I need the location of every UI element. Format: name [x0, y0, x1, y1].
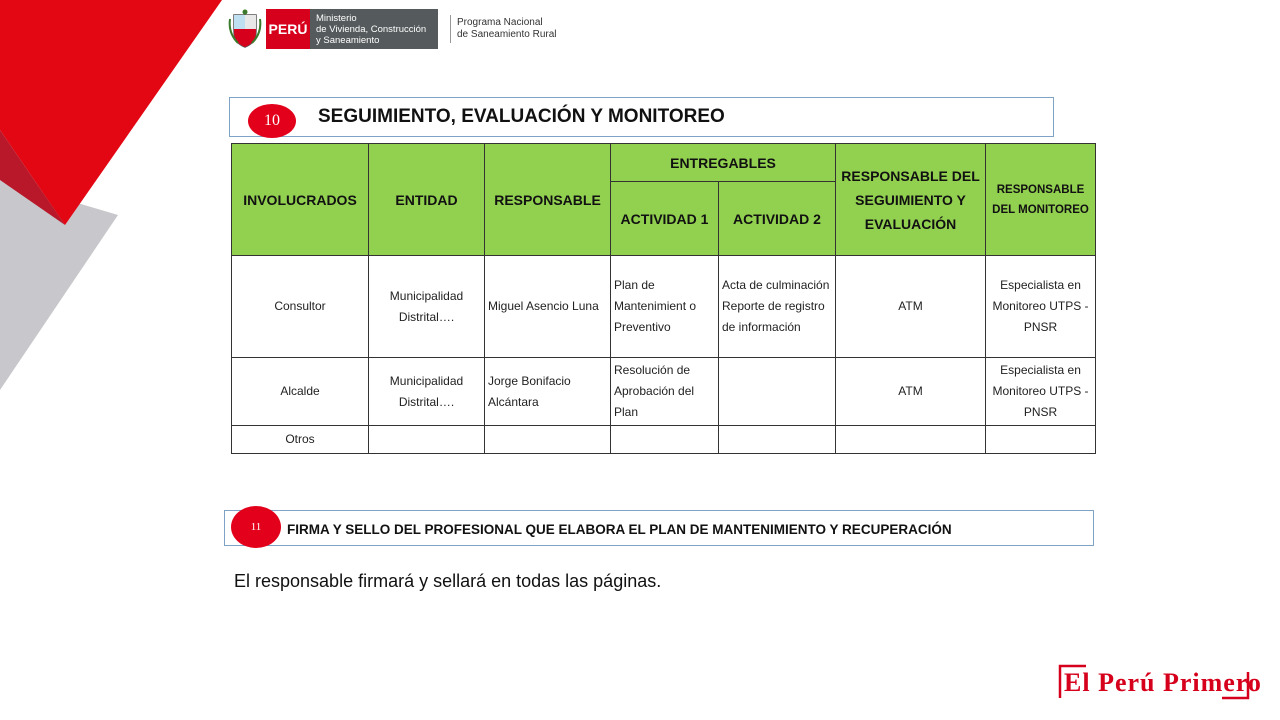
cell-actividad-1 [611, 426, 719, 454]
cell-actividad-2 [719, 426, 836, 454]
ministry-line-3: y Saneamiento [316, 34, 380, 46]
table-row [232, 256, 1096, 358]
cell-resp-monitoreo [986, 426, 1096, 454]
section-11-badge: 11 [231, 506, 281, 548]
el-peru-primero-logo: El Perú Primero [1064, 668, 1262, 697]
cell-resp-seguimiento: ATM [836, 358, 986, 426]
header-resp-seguimiento: RESPONSABLE DEL SEGUIMIENTO Y EVALUACIÓN [836, 144, 986, 256]
section-10-title: SEGUIMIENTO, EVALUACIÓN Y MONITOREO [318, 106, 725, 127]
ministry-line-2: de Vivienda, Construcción [316, 23, 427, 35]
cell-entidad: Municipalidad Distrital…. [369, 256, 485, 358]
cell-actividad-2 [719, 358, 836, 426]
cell-involucrados: Otros [232, 426, 369, 454]
cell-resp-seguimiento [836, 426, 986, 454]
cell-resp-monitoreo: Especialista en Monitoreo UTPS - PNSR [986, 256, 1096, 358]
program-line-2: de Saneamiento Rural [457, 29, 557, 40]
cell-involucrados: Alcalde [232, 358, 369, 426]
table-row [232, 358, 1096, 426]
government-logo-header [228, 6, 557, 52]
cell-responsable: Jorge Bonifacio Alcántara [485, 358, 611, 426]
cell-involucrados: Consultor [232, 256, 369, 358]
header-involucrados: INVOLUCRADOS [232, 144, 369, 256]
header-resp-monitoreo: RESPONSABLE DEL MONITOREO [986, 144, 1096, 256]
coat-of-arms-icon [228, 9, 262, 49]
header-actividad-1: ACTIVIDAD 1 [611, 182, 719, 256]
section-11-header [224, 510, 1094, 546]
corner-decoration [0, 0, 230, 400]
cell-resp-seguimiento: ATM [836, 256, 986, 358]
cell-responsable [485, 426, 611, 454]
program-name [450, 15, 557, 43]
table-row [232, 426, 1096, 454]
cell-entidad [369, 426, 485, 454]
program-line-1: Programa Nacional [457, 17, 543, 28]
header-actividad-2: ACTIVIDAD 2 [719, 182, 836, 256]
section-10-badge: 10 [248, 104, 296, 138]
header-entregables: ENTREGABLES [611, 144, 836, 182]
cell-entidad: Municipalidad Distrital…. [369, 358, 485, 426]
cell-actividad-1: Plan de Mantenimient o Preventivo [611, 256, 719, 358]
signature-note: El responsable firmará y sellará en todas las páginas. [234, 571, 662, 591]
cell-actividad-2: Acta de culminación Reporte de registro de información [719, 256, 836, 358]
header-entidad: ENTIDAD [369, 144, 485, 256]
section-10-header [229, 97, 1054, 137]
peru-logo-box: PERÚ [266, 9, 310, 49]
ministry-line-1: Ministerio [316, 12, 357, 24]
cell-resp-monitoreo: Especialista en Monitoreo UTPS - PNSR [986, 358, 1096, 426]
ministry-logo-box [310, 9, 438, 49]
header-responsable: RESPONSABLE [485, 144, 611, 256]
cell-actividad-1: Resolución de Aprobación del Plan [611, 358, 719, 426]
section-11-title: FIRMA Y SELLO DEL PROFESIONAL QUE ELABORA EL PLAN DE MANTENIMIENTO Y RECUPERACIÓN [287, 522, 952, 537]
cell-responsable: Miguel Asencio Luna [485, 256, 611, 358]
monitoring-table [231, 143, 1096, 454]
